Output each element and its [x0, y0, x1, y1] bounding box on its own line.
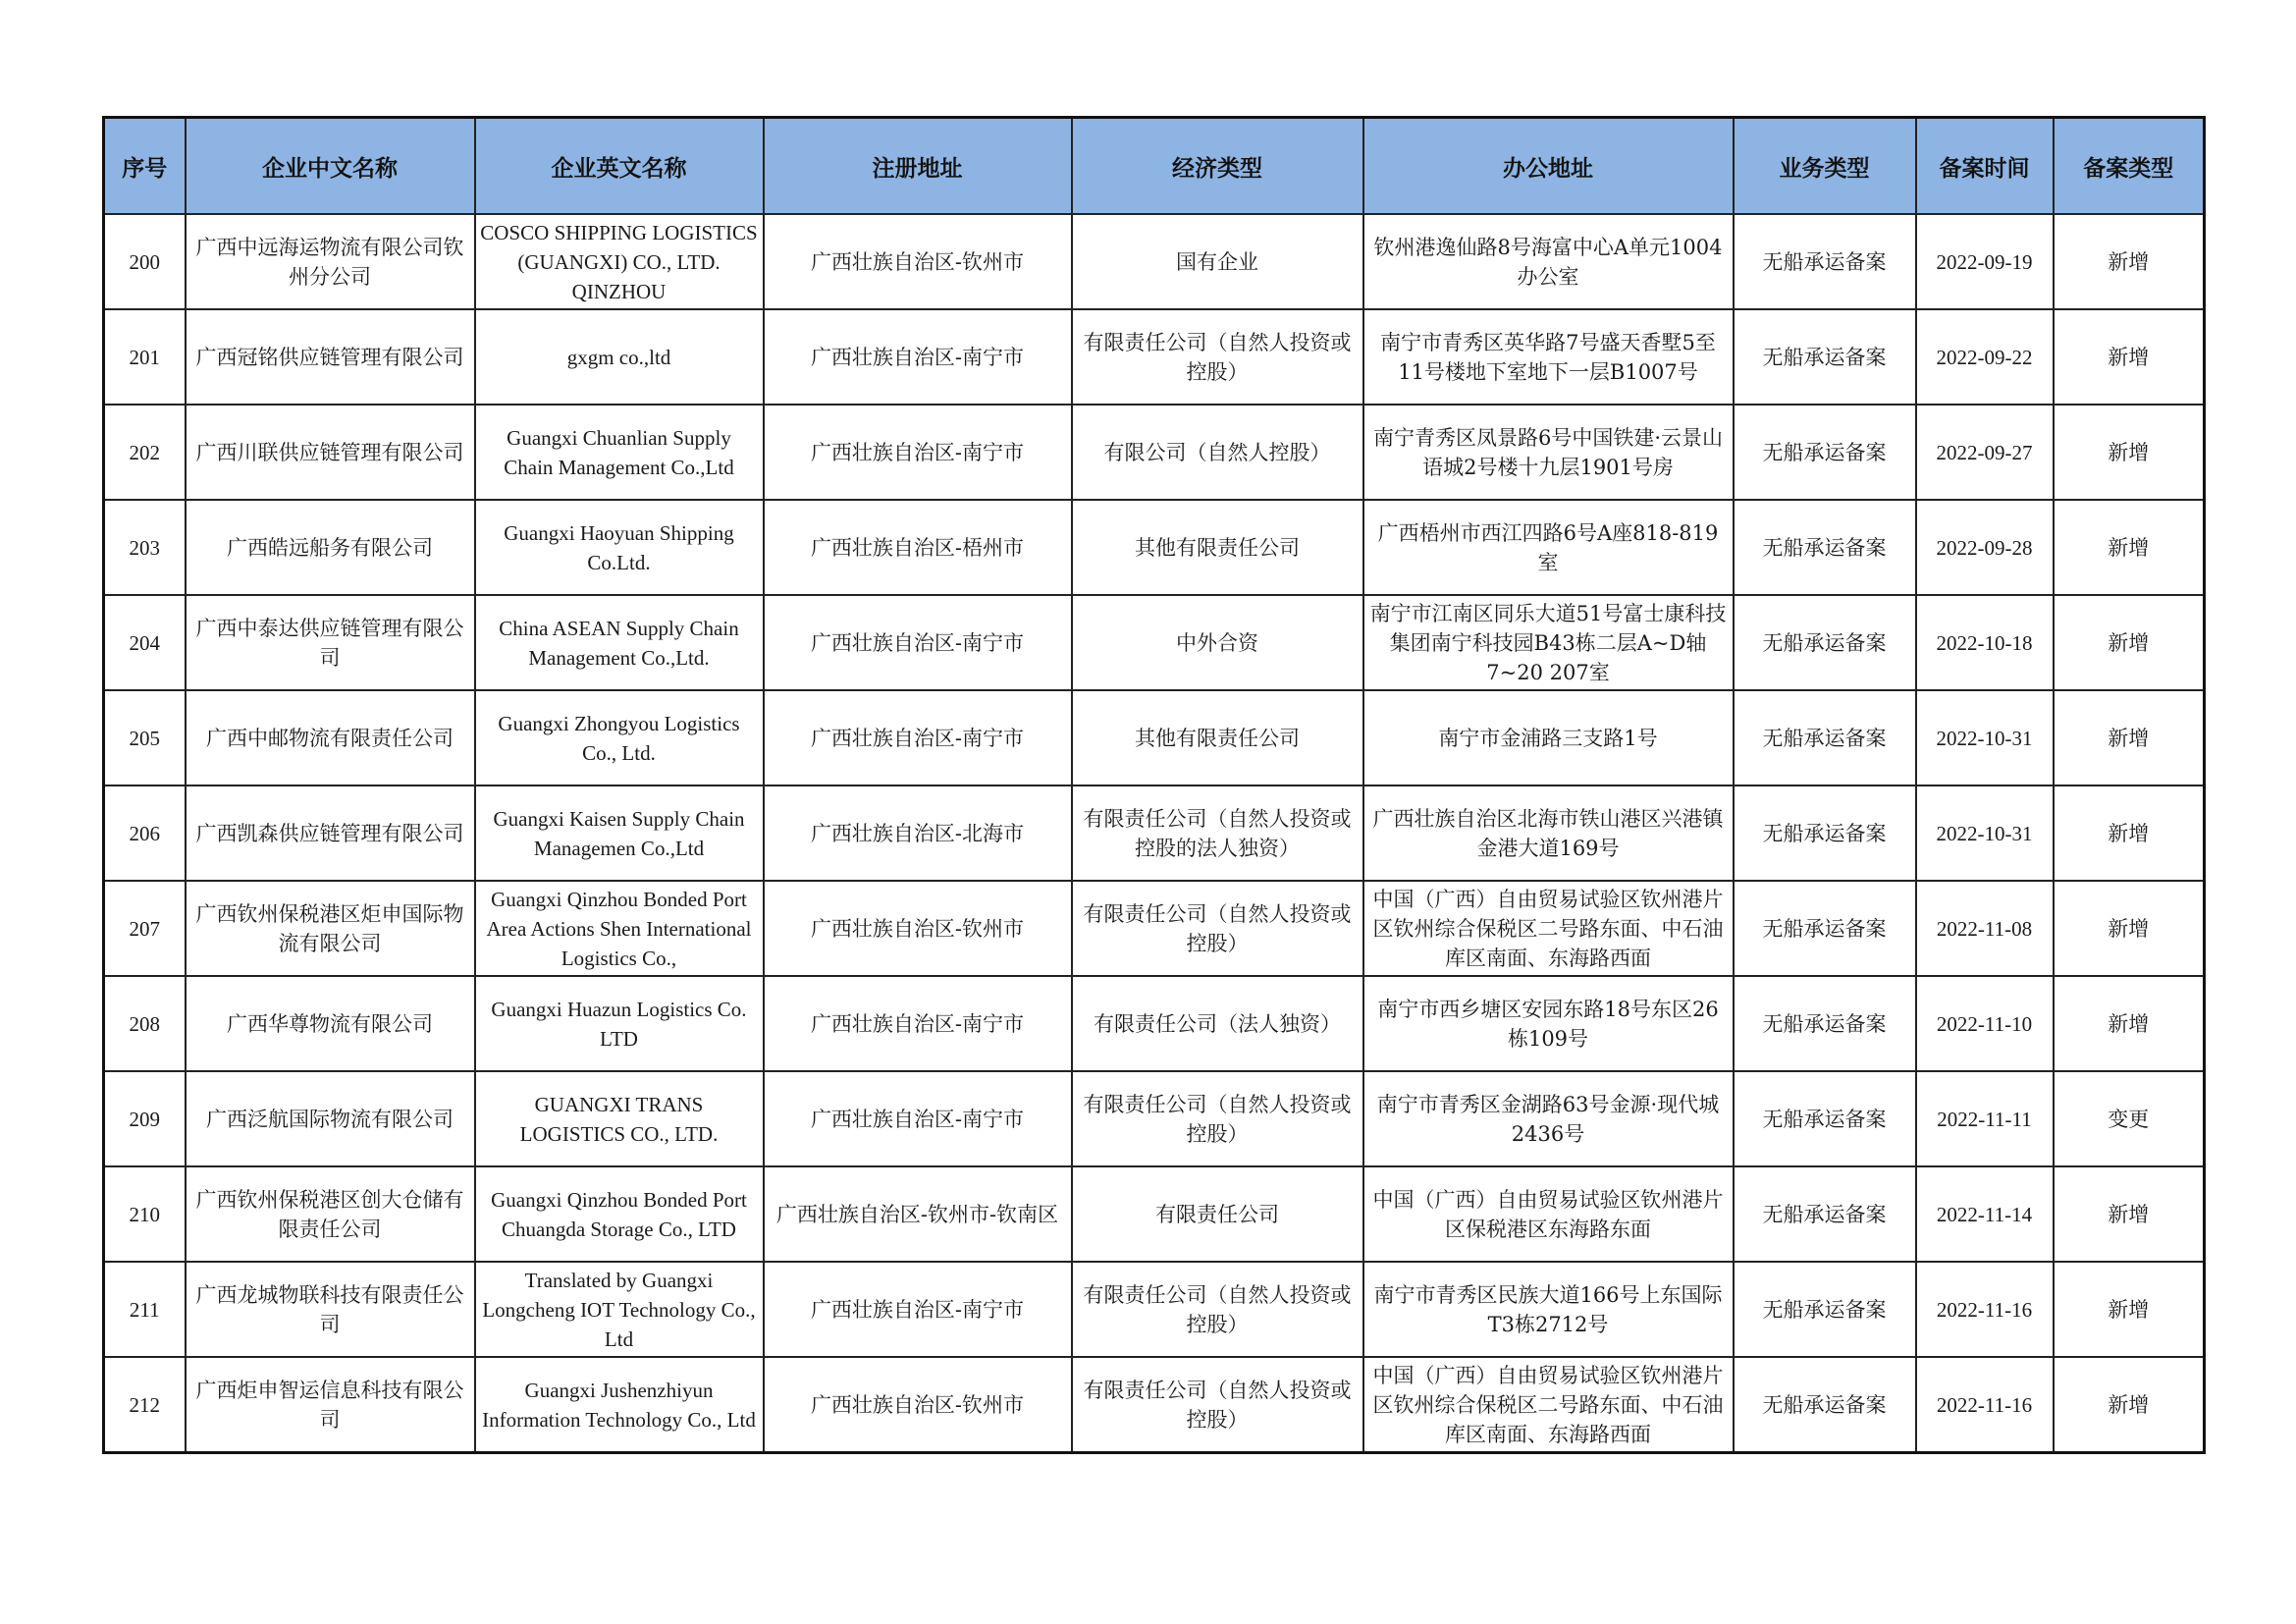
header-row: [104, 118, 2205, 215]
cell-cn-name: 广西龙城物联科技有限责任公司: [186, 1262, 475, 1357]
cell-reg-address: 广西壮族自治区-南宁市: [764, 309, 1072, 405]
cell-cn-name: 广西冠铭供应链管理有限公司: [186, 309, 475, 405]
cell-filing-type: 新增: [2054, 500, 2205, 595]
cell-index: 205: [104, 690, 186, 785]
cell-reg-address: 广西壮族自治区-南宁市: [764, 976, 1072, 1071]
cell-cn-name: 广西钦州保税港区炬申国际物流有限公司: [186, 881, 475, 976]
cell-econ-type: 其他有限责任公司: [1072, 690, 1363, 785]
cell-en-name: Translated by Guangxi Longcheng IOT Technology Co., Ltd: [475, 1262, 764, 1357]
registry-table: [102, 116, 2206, 1454]
cell-office-address: 钦州港逸仙路8号海富中心A单元1004办公室: [1363, 214, 1734, 309]
cell-cn-name: 广西凯森供应链管理有限公司: [186, 785, 475, 881]
table-row: [104, 309, 2205, 405]
cell-office-address: 南宁市青秀区民族大道166号上东国际T3栋2712号: [1363, 1262, 1734, 1357]
cell-cn-name: 广西川联供应链管理有限公司: [186, 405, 475, 500]
cell-en-name: COSCO SHIPPING LOGISTICS (GUANGXI) CO., LTD. QINZHOU: [475, 214, 764, 309]
cell-office-address: 中国（广西）自由贸易试验区钦州港片区钦州综合保税区二号路东面、中石油库区南面、东海路西面: [1363, 881, 1734, 976]
cell-business-type: 无船承运备案: [1734, 785, 1916, 881]
table-row: [104, 881, 2205, 976]
cell-cn-name: 广西中邮物流有限责任公司: [186, 690, 475, 785]
cell-filing-date: 2022-11-16: [1916, 1357, 2054, 1453]
cell-reg-address: 广西壮族自治区-钦州市: [764, 214, 1072, 309]
cell-econ-type: 有限责任公司: [1072, 1166, 1363, 1262]
cell-office-address: 南宁市青秀区金湖路63号金源·现代城2436号: [1363, 1071, 1734, 1166]
cell-econ-type: 有限责任公司（自然人投资或控股的法人独资）: [1072, 785, 1363, 881]
table-body: [104, 214, 2205, 1453]
table-row: [104, 785, 2205, 881]
cell-cn-name: 广西泛航国际物流有限公司: [186, 1071, 475, 1166]
cell-en-name: Guangxi Zhongyou Logistics Co., Ltd.: [475, 690, 764, 785]
cell-filing-date: 2022-09-19: [1916, 214, 2054, 309]
cell-business-type: 无船承运备案: [1734, 595, 1916, 690]
cell-filing-date: 2022-09-22: [1916, 309, 2054, 405]
cell-reg-address: 广西壮族自治区-南宁市: [764, 1262, 1072, 1357]
cell-filing-type: 新增: [2054, 690, 2205, 785]
cell-filing-date: 2022-11-08: [1916, 881, 2054, 976]
cell-office-address: 广西梧州市西江四路6号A座818-819室: [1363, 500, 1734, 595]
cell-filing-type: 新增: [2054, 1262, 2205, 1357]
cell-econ-type: 有限责任公司（自然人投资或控股）: [1072, 309, 1363, 405]
cell-cn-name: 广西钦州保税港区创大仓储有限责任公司: [186, 1166, 475, 1262]
cell-econ-type: 其他有限责任公司: [1072, 500, 1363, 595]
cell-filing-date: 2022-10-18: [1916, 595, 2054, 690]
cell-cn-name: 广西华尊物流有限公司: [186, 976, 475, 1071]
header-reg-address: 注册地址: [764, 118, 1072, 215]
cell-reg-address: 广西壮族自治区-南宁市: [764, 690, 1072, 785]
cell-office-address: 广西壮族自治区北海市铁山港区兴港镇金港大道169号: [1363, 785, 1734, 881]
cell-index: 204: [104, 595, 186, 690]
table-row: [104, 595, 2205, 690]
cell-reg-address: 广西壮族自治区-钦州市: [764, 881, 1072, 976]
cell-filing-type: 新增: [2054, 1166, 2205, 1262]
cell-en-name: Guangxi Huazun Logistics Co. LTD: [475, 976, 764, 1071]
cell-business-type: 无船承运备案: [1734, 1262, 1916, 1357]
cell-business-type: 无船承运备案: [1734, 309, 1916, 405]
cell-index: 208: [104, 976, 186, 1071]
table-row: [104, 405, 2205, 500]
cell-econ-type: 有限责任公司（自然人投资或控股）: [1072, 1071, 1363, 1166]
cell-reg-address: 广西壮族自治区-南宁市: [764, 1071, 1072, 1166]
cell-reg-address: 广西壮族自治区-钦州市: [764, 1357, 1072, 1453]
cell-reg-address: 广西壮族自治区-北海市: [764, 785, 1072, 881]
cell-index: 201: [104, 309, 186, 405]
cell-en-name: China ASEAN Supply Chain Management Co.,Ltd.: [475, 595, 764, 690]
cell-econ-type: 有限责任公司（法人独资）: [1072, 976, 1363, 1071]
header-cn-name: 企业中文名称: [186, 118, 475, 215]
cell-reg-address: 广西壮族自治区-南宁市: [764, 595, 1072, 690]
cell-filing-type: 新增: [2054, 976, 2205, 1071]
cell-reg-address: 广西壮族自治区-南宁市: [764, 405, 1072, 500]
table-row: [104, 1357, 2205, 1453]
cell-reg-address: 广西壮族自治区-梧州市: [764, 500, 1072, 595]
cell-index: 200: [104, 214, 186, 309]
cell-filing-type: 变更: [2054, 1071, 2205, 1166]
cell-filing-type: 新增: [2054, 214, 2205, 309]
cell-filing-type: 新增: [2054, 881, 2205, 976]
cell-en-name: Guangxi Qinzhou Bonded Port Chuangda Storage Co., LTD: [475, 1166, 764, 1262]
cell-filing-type: 新增: [2054, 785, 2205, 881]
cell-filing-date: 2022-09-27: [1916, 405, 2054, 500]
cell-en-name: Guangxi Kaisen Supply Chain Managemen Co.,Ltd: [475, 785, 764, 881]
header-business-type: 业务类型: [1734, 118, 1916, 215]
header-index: 序号: [104, 118, 186, 215]
table-row: [104, 1071, 2205, 1166]
cell-filing-type: 新增: [2054, 309, 2205, 405]
cell-business-type: 无船承运备案: [1734, 881, 1916, 976]
cell-index: 211: [104, 1262, 186, 1357]
cell-business-type: 无船承运备案: [1734, 690, 1916, 785]
cell-office-address: 南宁青秀区凤景路6号中国铁建·云景山语城2号楼十九层1901号房: [1363, 405, 1734, 500]
cell-business-type: 无船承运备案: [1734, 405, 1916, 500]
cell-en-name: GUANGXI TRANS LOGISTICS CO., LTD.: [475, 1071, 764, 1166]
cell-office-address: 南宁市青秀区英华路7号盛天香墅5至11号楼地下室地下一层B1007号: [1363, 309, 1734, 405]
header-en-name: 企业英文名称: [475, 118, 764, 215]
cell-filing-type: 新增: [2054, 405, 2205, 500]
cell-econ-type: 有限责任公司（自然人投资或控股）: [1072, 1262, 1363, 1357]
header-econ-type: 经济类型: [1072, 118, 1363, 215]
table-row: [104, 690, 2205, 785]
cell-filing-type: 新增: [2054, 1357, 2205, 1453]
cell-en-name: Guangxi Haoyuan Shipping Co.Ltd.: [475, 500, 764, 595]
table-row: [104, 214, 2205, 309]
cell-index: 207: [104, 881, 186, 976]
cell-index: 202: [104, 405, 186, 500]
cell-office-address: 中国（广西）自由贸易试验区钦州港片区保税港区东海路东面: [1363, 1166, 1734, 1262]
header-office-address: 办公地址: [1363, 118, 1734, 215]
header-filing-type: 备案类型: [2054, 118, 2205, 215]
table-row: [104, 1166, 2205, 1262]
cell-cn-name: 广西皓远船务有限公司: [186, 500, 475, 595]
cell-business-type: 无船承运备案: [1734, 1166, 1916, 1262]
cell-filing-type: 新增: [2054, 595, 2205, 690]
cell-office-address: 南宁市江南区同乐大道51号富士康科技集团南宁科技园B43栋二层A~D轴7~20 207室: [1363, 595, 1734, 690]
cell-reg-address: 广西壮族自治区-钦州市-钦南区: [764, 1166, 1072, 1262]
cell-econ-type: 有限公司（自然人控股）: [1072, 405, 1363, 500]
cell-econ-type: 有限责任公司（自然人投资或控股）: [1072, 1357, 1363, 1453]
cell-business-type: 无船承运备案: [1734, 500, 1916, 595]
cell-filing-date: 2022-10-31: [1916, 690, 2054, 785]
cell-en-name: Guangxi Jushenzhiyun Information Technology Co., Ltd: [475, 1357, 764, 1453]
cell-filing-date: 2022-09-28: [1916, 500, 2054, 595]
cell-econ-type: 国有企业: [1072, 214, 1363, 309]
cell-econ-type: 中外合资: [1072, 595, 1363, 690]
cell-business-type: 无船承运备案: [1734, 214, 1916, 309]
cell-index: 212: [104, 1357, 186, 1453]
cell-cn-name: 广西中泰达供应链管理有限公司: [186, 595, 475, 690]
cell-cn-name: 广西中远海运物流有限公司钦州分公司: [186, 214, 475, 309]
table-row: [104, 976, 2205, 1071]
cell-office-address: 中国（广西）自由贸易试验区钦州港片区钦州综合保税区二号路东面、中石油库区南面、东海路西面: [1363, 1357, 1734, 1453]
cell-en-name: gxgm co.,ltd: [475, 309, 764, 405]
header-filing-date: 备案时间: [1916, 118, 2054, 215]
cell-business-type: 无船承运备案: [1734, 1071, 1916, 1166]
cell-en-name: Guangxi Chuanlian Supply Chain Management Co.,Ltd: [475, 405, 764, 500]
cell-business-type: 无船承运备案: [1734, 976, 1916, 1071]
cell-filing-date: 2022-11-16: [1916, 1262, 2054, 1357]
cell-office-address: 南宁市西乡塘区安园东路18号东区26栋109号: [1363, 976, 1734, 1071]
cell-business-type: 无船承运备案: [1734, 1357, 1916, 1453]
cell-cn-name: 广西炬申智运信息科技有限公司: [186, 1357, 475, 1453]
cell-econ-type: 有限责任公司（自然人投资或控股）: [1072, 881, 1363, 976]
cell-filing-date: 2022-11-10: [1916, 976, 2054, 1071]
cell-filing-date: 2022-10-31: [1916, 785, 2054, 881]
cell-index: 203: [104, 500, 186, 595]
table-header: [104, 118, 2205, 215]
cell-filing-date: 2022-11-14: [1916, 1166, 2054, 1262]
table-row: [104, 500, 2205, 595]
cell-office-address: 南宁市金浦路三支路1号: [1363, 690, 1734, 785]
cell-index: 209: [104, 1071, 186, 1166]
cell-filing-date: 2022-11-11: [1916, 1071, 2054, 1166]
cell-index: 210: [104, 1166, 186, 1262]
table-row: [104, 1262, 2205, 1357]
cell-en-name: Guangxi Qinzhou Bonded Port Area Actions Shen International Logistics Co.,: [475, 881, 764, 976]
cell-index: 206: [104, 785, 186, 881]
